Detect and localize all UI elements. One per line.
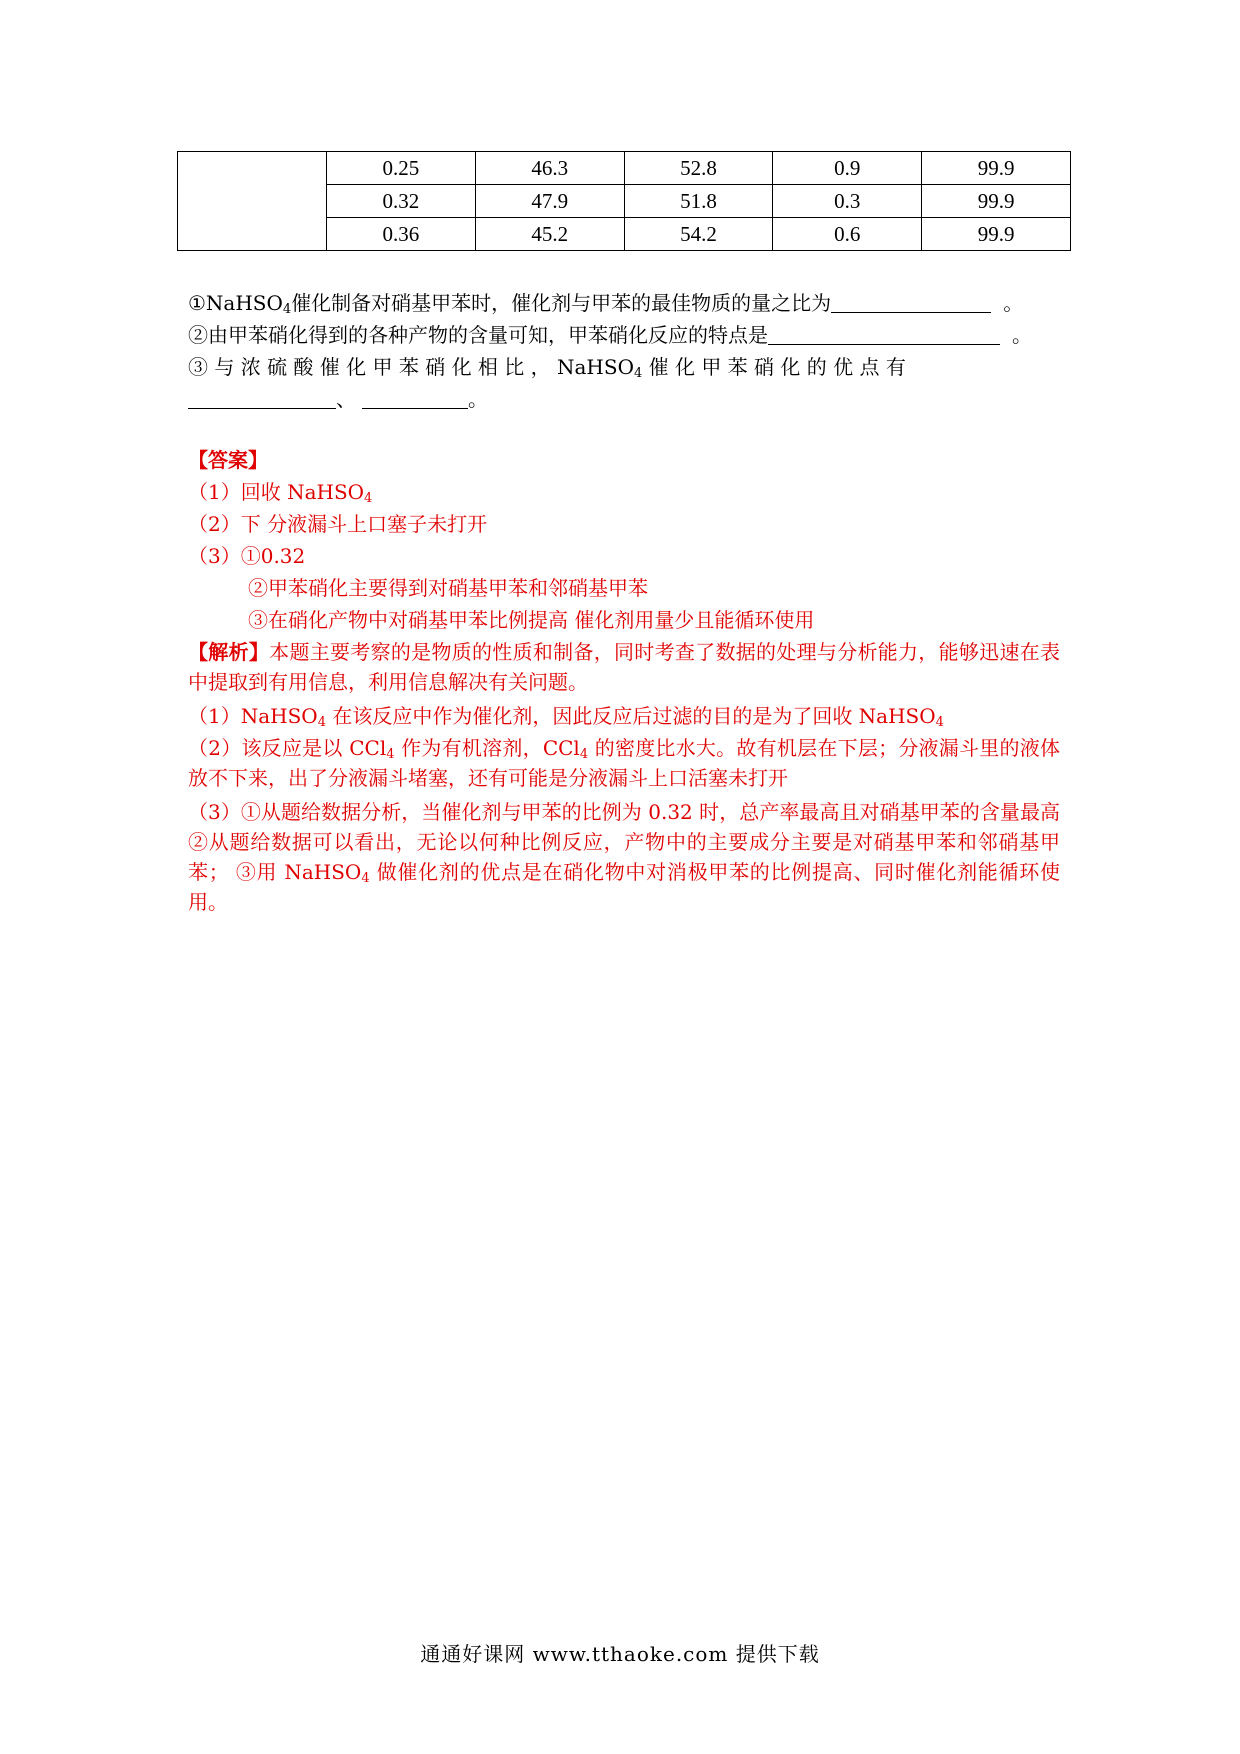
table-cell-merged <box>178 152 327 251</box>
question-3: ③ 与 浓 硫 酸 催 化 甲 苯 硝 化 相 比 ， NaHSO$_4$ 催 化 甲 苯 硝 化 的 优 点 有 <box>188 355 906 381</box>
table-cell: 0.9 <box>773 152 922 185</box>
question-3-continued: 、 。 <box>188 384 488 414</box>
table-cell: 99.9 <box>922 218 1071 251</box>
answer-heading: 【答案】 <box>188 448 268 472</box>
table-cell: 0.36 <box>327 218 476 251</box>
table-cell: 0.6 <box>773 218 922 251</box>
table-cell: 99.9 <box>922 185 1071 218</box>
table-cell: 51.8 <box>624 185 773 218</box>
answer-1: （1）回收 NaHSO$_4$ <box>188 480 373 506</box>
question-1: ①NaHSO$_4$催化制备对硝基甲苯时，催化剂与甲苯的最佳物质的量之比为 。 <box>188 291 1024 317</box>
table-row <box>178 152 1071 185</box>
table-cell: 0.32 <box>327 185 476 218</box>
answer-blank[interactable] <box>188 386 336 409</box>
table-cell: 46.3 <box>475 152 624 185</box>
question-2: ②由甲苯硝化得到的各种产物的含量可知，甲苯硝化反应的特点是 。 <box>188 323 1032 347</box>
answer-3-part-3: ③在硝化产物中对硝基甲苯比例提高 催化剂用量少且能循环使用 <box>248 608 815 632</box>
table-cell: 45.2 <box>475 218 624 251</box>
table-cell: 52.8 <box>624 152 773 185</box>
analysis-3: （3）①从题给数据分析，当催化剂与甲苯的比例为 0.32 时，总产率最高且对硝基甲苯的含量最高 ②从题给数据可以看出，无论以何种比例反应，产物中的主要成分主要是对硝基甲苯和邻硝基甲苯； ③用 NaHSO$_4$ 做催化剂的优点是在硝化物中对消极甲苯的比例提高、同时催化剂能循环使用。 <box>188 800 1060 914</box>
answer-blank[interactable] <box>831 290 991 313</box>
answer-2: （2）下 分液漏斗上口塞子未打开 <box>188 512 488 536</box>
answer-blank[interactable] <box>768 322 1000 345</box>
data-table <box>177 151 1071 251</box>
analysis-intro: 【解析】本题主要考察的是物质的性质和制备，同时考查了数据的处理与分析能力，能够迅速在表中提取到有用信息，利用信息解决有关问题。 <box>188 640 1061 694</box>
table-cell: 99.9 <box>922 152 1071 185</box>
answer-3-part-2: ②甲苯硝化主要得到对硝基甲苯和邻硝基甲苯 <box>248 576 648 600</box>
answer-3: （3）①0.32 <box>188 544 306 568</box>
analysis-1: （1）NaHSO$_4$ 在该反应中作为催化剂，因此反应后过滤的目的是为了回收 NaHSO$_4$ <box>188 704 944 730</box>
table-cell: 0.3 <box>773 185 922 218</box>
page-footer: 通通好课网 www.tthaoke.com 提供下载 <box>420 1642 820 1666</box>
answer-blank[interactable] <box>362 386 468 409</box>
analysis-2: （2）该反应是以 CCl$_4$ 作为有机溶剂，CCl$_4$ 的密度比水大。故有机层在下层；分液漏斗里的液体放不下来，出了分液漏斗堵塞，还有可能是分液漏斗上口活塞未打开 <box>188 736 1061 790</box>
table-cell: 54.2 <box>624 218 773 251</box>
table-cell: 0.25 <box>327 152 476 185</box>
table-cell: 47.9 <box>475 185 624 218</box>
